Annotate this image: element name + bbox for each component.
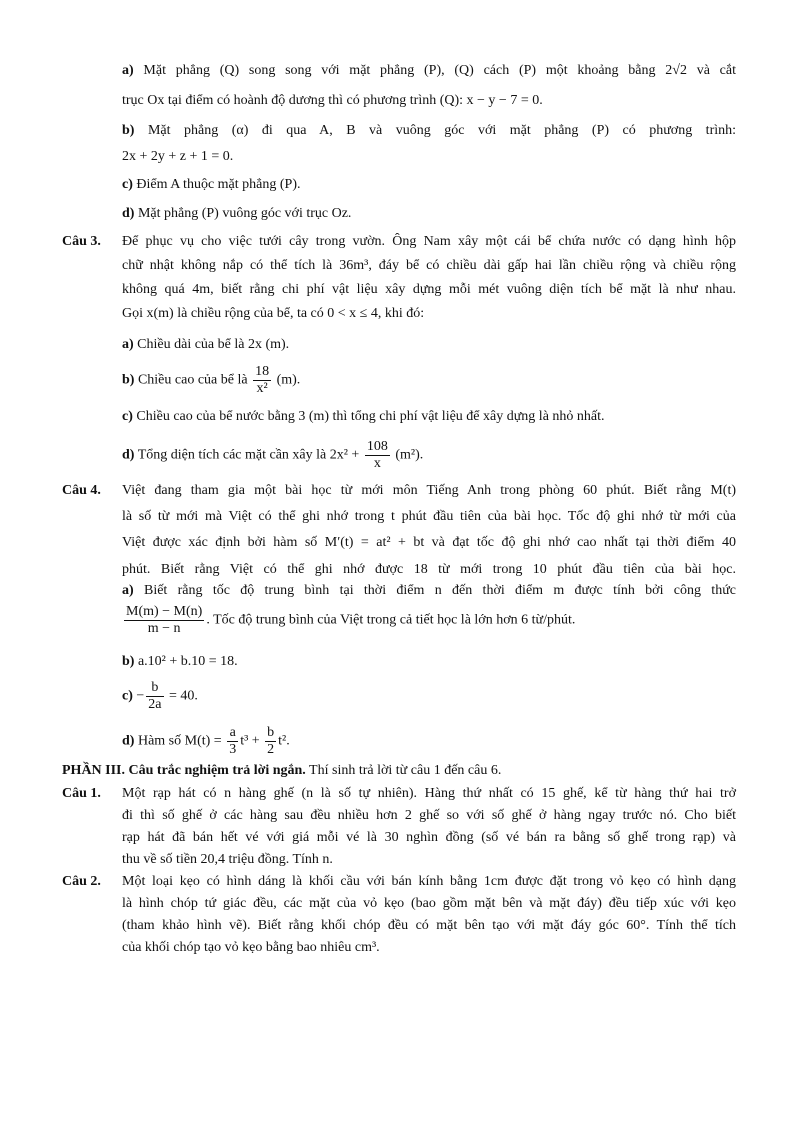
q4-line3: Việt được xác định bởi hàm số M′(t) = at² + bt và đạt tốc độ ghi nhớ cao nhất tại thời điểm 40 (122, 535, 736, 550)
p3q1-line1: Một rạp hát có n hàng ghế (n là số tự nhiên). Hàng thứ nhất có 15 ghế, kể từ hàng thứ hai trở (122, 786, 736, 801)
q3-item-a: a) Chiều dài của bể là 2x (m). (122, 337, 290, 352)
q3-line4: Gọi x(m) là chiều rộng của bể, ta có 0 < x ≤ 4, khi đó: (122, 306, 425, 321)
q4-line1: Việt đang tham gia một bài học từ mới môn Tiếng Anh trong phòng 60 phút. Biết rằng M(t) (122, 483, 736, 498)
q3-item-b: b) Chiều cao của bể là $\frac{18}{\text{x²}}$ (m). (122, 364, 301, 396)
q4-item-c: c) − $\frac{b}{2a}$ = 40. (122, 680, 198, 712)
part3-heading: PHẦN III. Câu trắc nghiệm trả lời ngắn. Thí sinh trả lời từ câu 1 đến câu 6. (62, 763, 502, 778)
q4-item-a-line1: a) Biết rằng tốc độ trung bình tại thời điểm n đến thời điểm m được tính bởi công thức (122, 583, 736, 598)
q3-line1: Để phục vụ cho việc tưới cây trong vườn. Ông Nam xây một cái bể chứa nước có dạng hình hộp (122, 234, 736, 249)
q4-a-fraction: $\frac{M(m) - M(n)}{m - n}$ (126, 604, 203, 636)
p3q2-label: Câu 2. (62, 874, 101, 889)
q4-d-fraction2: $\frac{b}{2}$ (267, 725, 275, 757)
q2-item-a-line2: trục Ox tại điểm có hoành độ dương thì có phương trình (Q): x − y − 7 = 0. (122, 93, 543, 108)
q3-label: Câu 3. (62, 234, 101, 249)
p3q2-line3: (tham khảo hình vẽ). Biết rằng khối chóp đều có mặt bên tạo với mặt đáy góc 60°. Tính thể tích (122, 918, 736, 933)
p3q2-line4: của khối chóp tạo vỏ kẹo bằng bao nhiêu cm³. (122, 940, 380, 955)
q3-item-d: d) Tổng diện tích các mặt cần xây là 2x² + $\frac{108}{x}$ (m²). (122, 439, 424, 471)
q4-line2: là số từ mới mà Việt có thể ghi nhớ trong t phút đầu tiên của bài học. Tốc độ ghi nhớ từ mới của (122, 509, 736, 524)
q3-d-fraction: $\frac{108}{x}$ (366, 439, 388, 471)
q4-line4: phút. Biết rằng Việt có thể ghi nhớ được 18 từ mới trong 10 phút đầu tiên của bài học. (122, 562, 736, 577)
q4-label: Câu 4. (62, 483, 101, 498)
q4-c-fraction: $\frac{b}{2a}$ (148, 680, 162, 712)
q4-item-a-line2: $\frac{M(m) - M(n)}{m - n}$ . Tốc độ trung bình của Việt trong cả tiết học là lớn hơn 6 từ/phút. (126, 604, 576, 636)
p3q1-line4: thu về số tiền 20,4 triệu đồng. Tính n. (122, 852, 333, 867)
q2-item-c: c) Điểm A thuộc mặt phẳng (P). (122, 177, 301, 192)
p3q1-line3: rạp hát đã bán hết vé với giá mỗi vé là 30 nghìn đồng (số vé bán ra bằng số ghế trong rạp) và (122, 830, 736, 845)
q3-b-fraction: $\frac{18}{\text{x²}}$ (255, 364, 270, 396)
q3-line3: không quá 4m, biết rằng chi phí vật liệu xây dựng mỗi mét vuông diện tích bể mặt là như nhau. (122, 282, 736, 297)
q4-item-d: d) Hàm số M(t) = $\frac{a}{3}$ t³ + $\frac{b}{2}$ t². (122, 725, 290, 757)
p3q1-line2: đi thì số ghế ở các hàng sau đều nhiều hơn 2 ghế so với số ghế ở hàng ngay trước nó. Cho biết (122, 808, 736, 823)
p3q2-line1: Một loại kẹo có hình dáng là khối cầu với bán kính bằng 1cm được đặt trong vỏ kẹo có hình dạng (122, 874, 736, 889)
q2-item-b-line1: b) Mặt phẳng (α) đi qua A, B và vuông góc với mặt phẳng (P) có phương trình: (122, 123, 737, 138)
q4-d-fraction1: $\frac{a}{3}$ (229, 725, 237, 757)
q4-item-b: b) a.10² + b.10 = 18. (122, 654, 238, 669)
q2-item-b-line2: 2x + 2y + z + 1 = 0. (122, 149, 234, 164)
q3-line2: chữ nhật không nắp có thể tích là 36m³, đáy bể có chiều dài gấp hai lần chiều rộng và chiều rộng (122, 258, 736, 273)
q2-item-a-line1: a) Mặt phẳng (Q) song song với mặt phẳng (P), (Q) cách (P) một khoảng bằng 2√2 và cắt (122, 63, 736, 78)
p3q2-line2: là hình chóp tứ giác đều, các mặt của vỏ kẹo (bao gồm mặt bên và mặt đáy) đều tiếp xúc với kẹo (122, 896, 736, 911)
q2-item-d: d) Mặt phẳng (P) vuông góc với trục Oz. (122, 206, 352, 221)
q3-item-c: c) Chiều cao của bể nước bằng 3 (m) thì tổng chi phí vật liệu để xây dựng là nhỏ nhất. (122, 409, 605, 424)
p3q1-label: Câu 1. (62, 786, 101, 801)
